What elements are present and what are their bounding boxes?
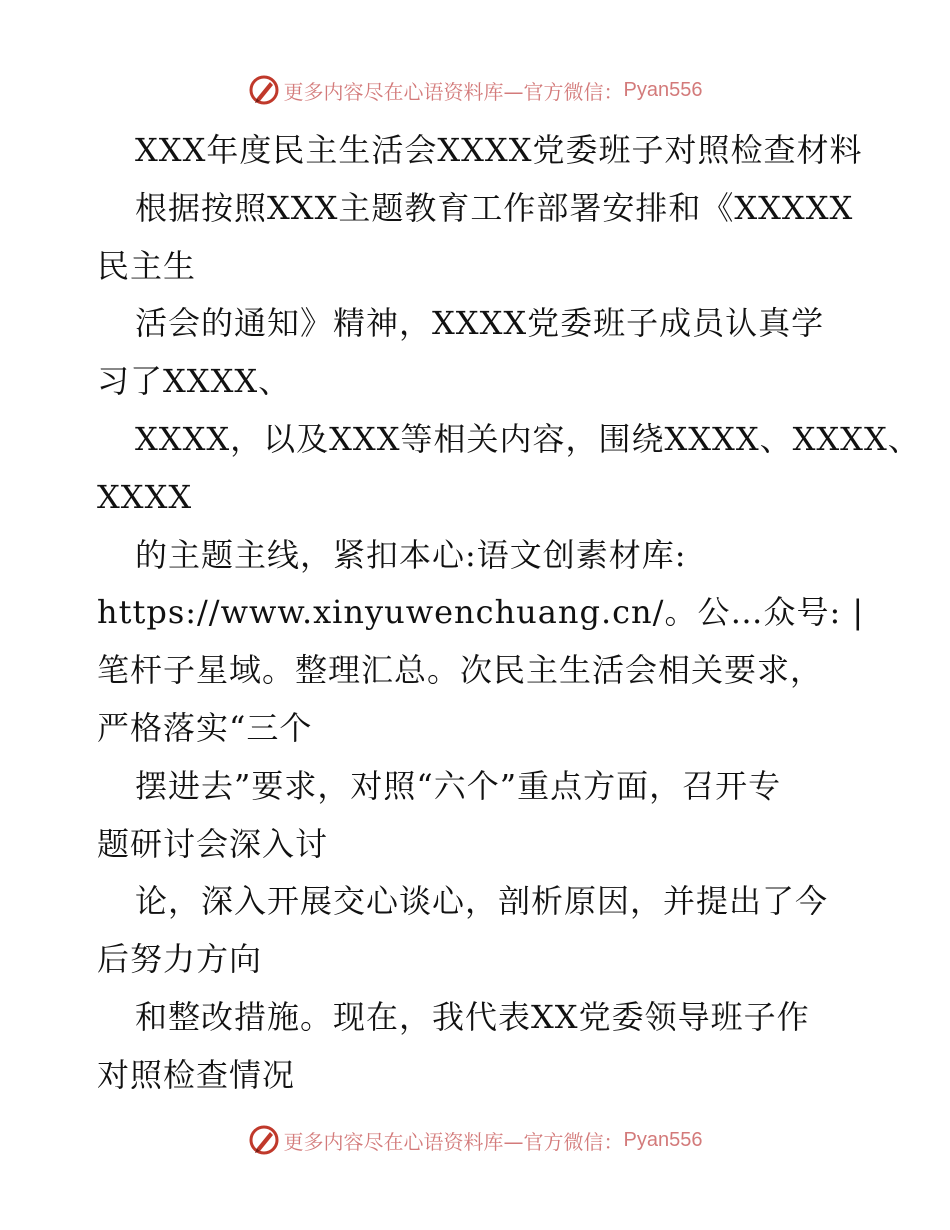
document-line: 活会的通知》精神，XXXX党委班子成员认真学 xyxy=(135,304,825,343)
watermark-text: 更多内容尽在心语资料库—官方微信： xyxy=(283,1129,624,1154)
document-line: 论，深入开展交心谈心，剖析原因，并提出了今 xyxy=(135,882,829,921)
document-line: 对照检查情况 xyxy=(97,1055,296,1094)
header-watermark xyxy=(0,70,950,110)
footer-watermark xyxy=(0,1120,950,1160)
document-line: https://www.xinyuwenchuang.cn/。公…众号: | xyxy=(97,593,865,632)
document-line: 笔杆子星域。整理汇总。次民主生活会相关要求， xyxy=(97,651,824,690)
document-line: 的主题主线，紧扣本心:语文创素材库: xyxy=(135,535,687,574)
document-line: 题研讨会深入讨 xyxy=(97,824,329,863)
pen-logo-icon xyxy=(248,74,280,106)
document-line: XXXX xyxy=(97,477,193,516)
document-line: 摆进去”要求，对照“六个”重点方面，召开专 xyxy=(135,766,782,805)
document-body xyxy=(97,122,921,1105)
pen-logo-icon xyxy=(248,1124,280,1156)
watermark-wechat-id: Pyan556 xyxy=(623,78,703,101)
document-line: 严格落实“三个 xyxy=(97,708,313,747)
document-line: 民主生 xyxy=(97,246,197,285)
document-line: 后努力方向 xyxy=(97,940,263,979)
watermark-wechat-id: Pyan556 xyxy=(623,1128,703,1151)
watermark-text: 更多内容尽在心语资料库—官方微信： xyxy=(283,79,624,104)
document-line: 和整改措施。现在，我代表XX党委领导班子作 xyxy=(135,997,810,1036)
document-line: 根据按照XXX主题教育工作部署安排和《XXXXX xyxy=(135,188,854,227)
document-line: XXX年度民主生活会XXXX党委班子对照检查材料 xyxy=(135,131,863,169)
document-line: 习了XXXX、 xyxy=(97,362,292,401)
document-line: XXXX，以及XXX等相关内容，围绕XXXX、XXXX、 xyxy=(135,419,921,458)
